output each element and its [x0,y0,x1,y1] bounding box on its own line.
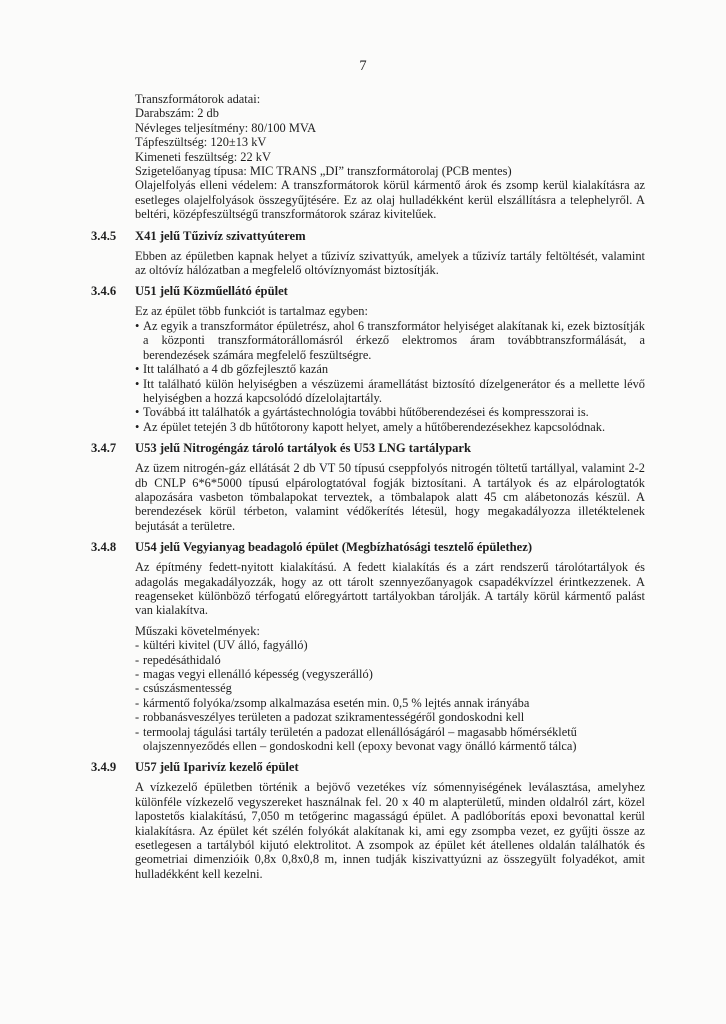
section-paragraph: Az üzem nitrogén-gáz ellátását 2 db VT 50 típusú cseppfolyós nitrogén töltetű tartállyal, valamint 2-2 db CNLP 6*6*5000 típusú elpárologtatóval fogják biztosítani. A tartályok és az elpárologtatók alapozására vasbeton tömbalapokat terveztek, a tömbalapok alatt 45 cm alábetonozás készül. A berendezések körül térbeton, valamint védőkerítés létesül, hogy megakadályozza illetéktelenek bejutását a területre. [135,461,645,533]
document-body [0,92,726,881]
section-body-3-4-8 [135,560,645,753]
section-paragraph: Ebben az épületben kapnak helyet a tűzivíz szivattyúk, amelyek a tűzivíz tartály feltöltését, valamint az oltóvíz hálózatban a megfelelő oltóvíznyomást biztosítják. [135,248,645,278]
section-number: 3.4.8 [91,540,117,555]
transformer-line: Névleges teljesítmény: 80/100 MVA [135,120,317,135]
section-number: 3.4.9 [91,760,117,775]
section-title: U54 jelű Vegyianyag beadagoló épület (Megbízhatósági tesztelő épülethez) [135,540,533,555]
section-number: 3.4.6 [91,284,117,299]
section-heading-3-4-9 [0,759,726,775]
section-heading-3-4-6 [0,283,726,299]
list-item: - robbanásveszélyes területen a padozat szikramentességéről gondoskodni kell [135,710,645,724]
section-body-3-4-6 [135,304,645,434]
transformer-line: Darabszám: 2 db [135,106,219,121]
section-heading-3-4-8 [0,539,726,555]
section-title: U51 jelű Közműellátó épület [135,284,288,299]
list-item: - termoolaj tágulási tartály területén a padozat ellenállóságáról – magasabb hőmérsékletű olajszennyeződés ellen – gondoskodni kell (epoxy bevonat vagy önálló kármentő tálca) [135,725,645,754]
list-item: • Továbbá itt találhatók a gyártástechnológia további hűtőberendezései és kompresszorai is. [135,405,645,419]
section-heading-3-4-5 [0,228,726,244]
list-item: • Az egyik a transzformátor épületrész, ahol 6 transzformátor helyiséget alakítanak ki, ezek biztosítják a központi transzformátorállomásról érkező elektromos áram továbbtranszformálását, a berendezések számára megfelelő feszültségre. [135,319,645,362]
list-item: - kármentő folyóka/zsomp alkalmazása esetén min. 0,5 % lejtés annak irányába [135,696,645,710]
section-title: U57 jelű Iparivíz kezelő épület [135,760,299,775]
transformer-line: Szigetelőanyag típusa: MIC TRANS „DI” transzformátorolaj (PCB mentes) [135,164,512,179]
section-heading-3-4-7 [0,440,726,456]
list-item: - kültéri kivitel (UV álló, fagyálló) [135,638,645,652]
list-item: - csúszásmentesség [135,681,645,695]
section-number: 3.4.7 [91,441,117,456]
list-item: • Itt található a 4 db gőzfejlesztő kazán [135,362,645,376]
section-paragraph: A vízkezelő épületben történik a bejövő vezetékes víz sómennyiségének leválasztása, amelyhez különféle vízkezelő vegyszereket használnak fel. 20 x 40 m alapterületű, minden oldalról zárt, közel lapostetős kialakítású, 7,050 m tetőgerinc magasságú épület. A padlóborítás epoxi bevonattal kerül kialakításra. Az épület két szélén folyókát alakítanak ki, ami egy zsompba vezet, ez gyűjti össze az esetlegesen a tartályból kijutó elektrolitot. A zsompok az épület két átellenes oldalán találhatók és geometriai dimenzióik 0,8x 0,8x0,8 m, innen tudják kiszivattyúzni az összegyült folyadékot, amit hulladékként kell kezelni. [135,780,645,881]
list-item: • Az épület tetején 3 db hűtőtorony kapott helyet, amely a hűtőberendezésekhez kapcsolódnak. [135,420,645,434]
transformer-line: Kimeneti feszültség: 22 kV [135,149,271,164]
transformer-data [135,92,645,222]
section-title: X41 jelű Tűzivíz szivattyúterem [135,228,306,243]
section-paragraph: Az építmény fedett-nyitott kialakítású. A fedett kialakítás és a zárt rendszerű tárolótartályok és adagolás megakadályozzák, hogy az ott tárolt szennyezőanyagok csapadékvízzel érintkezzenek. A reagenseket különböző térfogatú előregyártott tartályokban tárolják. A tartály körül kármentő palást van kialakítva. [135,560,645,618]
list-item: - magas vegyi ellenálló képesség (vegyszerálló) [135,667,645,681]
list-item: - repedésáthidaló [135,653,645,667]
transformer-line: Transzformátorok adatai: [135,92,261,106]
transformer-line: Tápfeszültség: 120±13 kV [135,135,267,150]
page-number: 7 [359,58,367,74]
section-intro: Ez az épület több funkciót is tartalmaz egyben: [135,304,368,319]
section-number: 3.4.5 [91,228,117,243]
list-item: • Itt található külön helyiségben a vészüzemi áramellátást biztosító dízelgenerátor és a mellette lévő helyiségben a hozzá kapcsolódó dízelolajtartály. [135,377,645,406]
requirements-title: Műszaki követelmények: [135,623,260,638]
section-title: U53 jelű Nitrogéngáz tároló tartályok és U53 LNG tartálypark [135,441,472,456]
transformer-paragraph: Olajelfolyás elleni védelem: A transzformátorok körül kármentő árok és zsomp kerül kialakításra az esetleges olajelfolyások összegyűjtésére. Ez az olaj hulladékként kerül elszállításra a telephelyről. A beltéri, középfeszültségű transzformátorok száraz kivitelűek. [135,178,645,222]
